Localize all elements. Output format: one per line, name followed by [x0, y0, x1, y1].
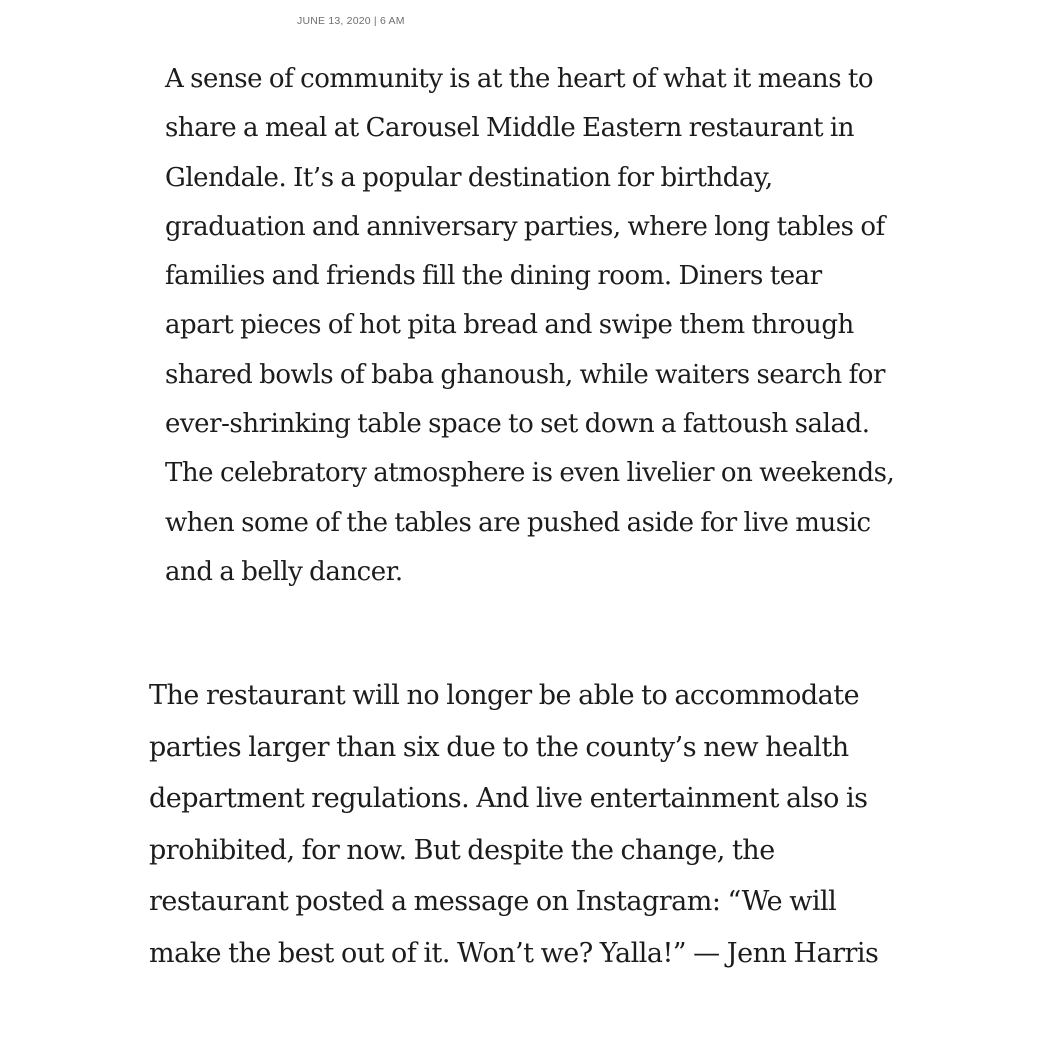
paragraph-line: A sense of community is at the heart of what it means to: [165, 64, 874, 94]
paragraph-line: shared bowls of baba ghanoush, while waiters search for: [165, 359, 885, 390]
article-paragraph-1: [165, 55, 894, 597]
paragraph-line: when some of the tables are pushed aside for live music: [165, 507, 871, 538]
paragraph-line: department regulations. And live entertainment also is: [149, 783, 868, 815]
paragraph-line: families and friends fill the dining room. Diners tear: [165, 261, 822, 292]
paragraph-line: make the best out of it. Won’t we? Yalla!” — Jenn Harris: [149, 937, 879, 969]
paragraph-line: restaurant posted a message on Instagram: “We will: [149, 886, 837, 918]
paragraph-line: share a meal at Carousel Middle Eastern restaurant in: [165, 113, 855, 144]
article-dateline: JUNE 13, 2020 | 6 AM: [297, 15, 405, 27]
paragraph-line: prohibited, for now. But despite the change, the: [149, 834, 775, 866]
paragraph-line: ever-shrinking table space to set down a fattoush salad.: [165, 409, 870, 440]
article-paragraph-2: [149, 670, 878, 980]
paragraph-line: apart pieces of hot pita bread and swipe them through: [165, 310, 854, 341]
paragraph-line: The restaurant will no longer be able to accommodate: [149, 680, 860, 711]
paragraph-line: graduation and anniversary parties, where long tables of: [165, 211, 885, 242]
paragraph-line: parties larger than six due to the county’s new health: [149, 731, 849, 763]
paragraph-line: and a belly dancer.: [165, 556, 403, 587]
paragraph-line: Glendale. It’s a popular destination for birthday,: [165, 162, 773, 193]
paragraph-line: The celebratory atmosphere is even livelier on weekends,: [165, 458, 895, 489]
